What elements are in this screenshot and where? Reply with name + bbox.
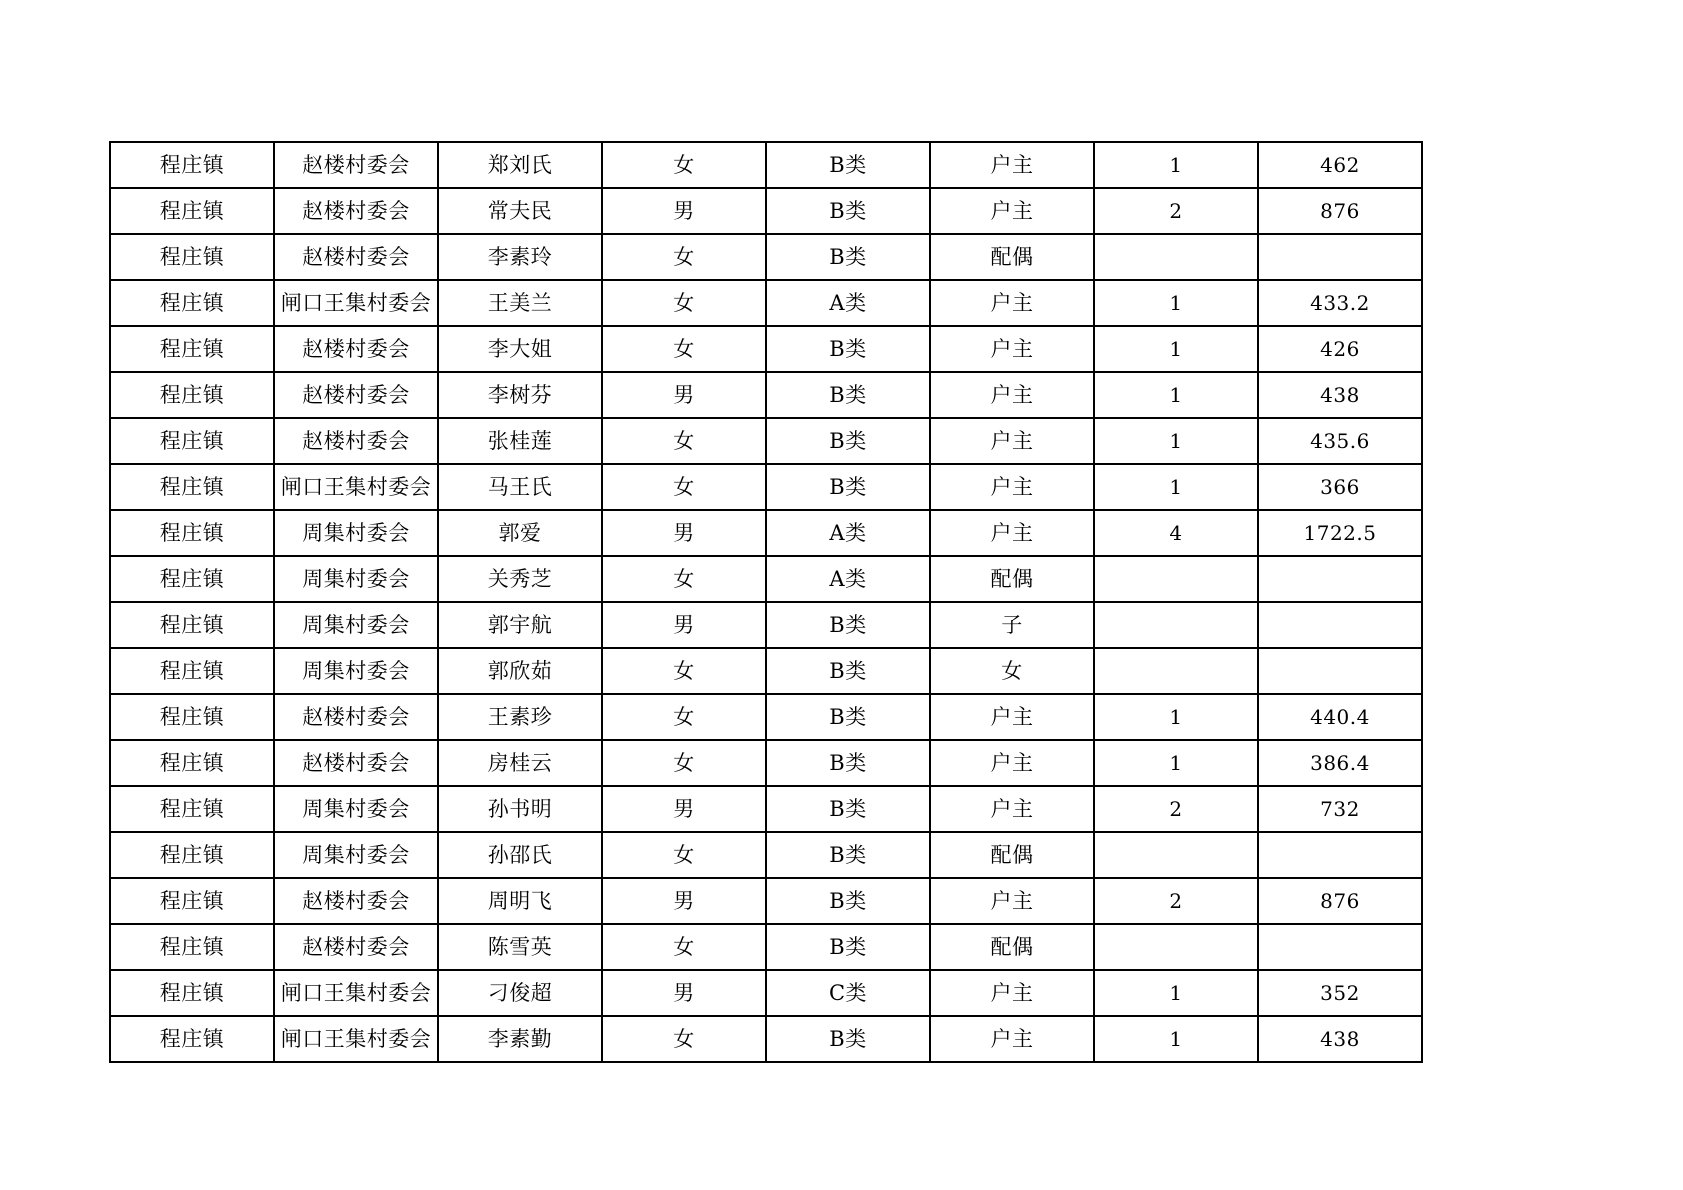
- name-cell: 郭爱: [438, 510, 602, 556]
- town-cell: 程庄镇: [110, 464, 274, 510]
- category-cell: A类: [766, 280, 930, 326]
- amount-cell: [1258, 234, 1422, 280]
- category-cell: B类: [766, 464, 930, 510]
- name-cell: 李大姐: [438, 326, 602, 372]
- name-cell: 陈雪英: [438, 924, 602, 970]
- table-row: [110, 602, 1422, 648]
- relation-cell: 户主: [930, 1016, 1094, 1062]
- name-cell: 郑刘氏: [438, 142, 602, 188]
- town-cell: 程庄镇: [110, 602, 274, 648]
- village-cell: 闸口王集村委会: [274, 464, 438, 510]
- amount-cell: 438: [1258, 372, 1422, 418]
- household-size-cell: [1094, 648, 1258, 694]
- village-cell: 赵楼村委会: [274, 740, 438, 786]
- household-size-cell: 2: [1094, 786, 1258, 832]
- table-row: [110, 326, 1422, 372]
- gender-cell: 男: [602, 878, 766, 924]
- table-row: [110, 924, 1422, 970]
- village-cell: 赵楼村委会: [274, 372, 438, 418]
- gender-cell: 女: [602, 326, 766, 372]
- gender-cell: 女: [602, 418, 766, 464]
- village-cell: 赵楼村委会: [274, 326, 438, 372]
- gender-cell: 女: [602, 832, 766, 878]
- category-cell: B类: [766, 188, 930, 234]
- village-cell: 周集村委会: [274, 786, 438, 832]
- category-cell: B类: [766, 142, 930, 188]
- category-cell: B类: [766, 694, 930, 740]
- household-size-cell: 1: [1094, 740, 1258, 786]
- household-size-cell: 1: [1094, 464, 1258, 510]
- amount-cell: 462: [1258, 142, 1422, 188]
- table-row: [110, 464, 1422, 510]
- town-cell: 程庄镇: [110, 142, 274, 188]
- category-cell: A类: [766, 510, 930, 556]
- amount-cell: 426: [1258, 326, 1422, 372]
- beneficiary-table: [109, 141, 1423, 1063]
- table-row: [110, 648, 1422, 694]
- table-row: [110, 832, 1422, 878]
- table-row: [110, 878, 1422, 924]
- town-cell: 程庄镇: [110, 510, 274, 556]
- gender-cell: 男: [602, 188, 766, 234]
- town-cell: 程庄镇: [110, 326, 274, 372]
- gender-cell: 女: [602, 280, 766, 326]
- amount-cell: 366: [1258, 464, 1422, 510]
- relation-cell: 户主: [930, 970, 1094, 1016]
- household-size-cell: 1: [1094, 372, 1258, 418]
- village-cell: 周集村委会: [274, 602, 438, 648]
- relation-cell: 户主: [930, 280, 1094, 326]
- name-cell: 李素勤: [438, 1016, 602, 1062]
- gender-cell: 男: [602, 510, 766, 556]
- name-cell: 李素玲: [438, 234, 602, 280]
- amount-cell: 433.2: [1258, 280, 1422, 326]
- amount-cell: 438: [1258, 1016, 1422, 1062]
- household-size-cell: [1094, 924, 1258, 970]
- village-cell: 闸口王集村委会: [274, 970, 438, 1016]
- table-row: [110, 234, 1422, 280]
- category-cell: B类: [766, 832, 930, 878]
- relation-cell: 配偶: [930, 556, 1094, 602]
- town-cell: 程庄镇: [110, 648, 274, 694]
- household-size-cell: 1: [1094, 418, 1258, 464]
- name-cell: 周明飞: [438, 878, 602, 924]
- household-size-cell: [1094, 234, 1258, 280]
- town-cell: 程庄镇: [110, 786, 274, 832]
- relation-cell: 子: [930, 602, 1094, 648]
- gender-cell: 女: [602, 1016, 766, 1062]
- category-cell: B类: [766, 878, 930, 924]
- village-cell: 闸口王集村委会: [274, 1016, 438, 1062]
- category-cell: B类: [766, 648, 930, 694]
- amount-cell: 435.6: [1258, 418, 1422, 464]
- amount-cell: 876: [1258, 188, 1422, 234]
- name-cell: 李树芬: [438, 372, 602, 418]
- amount-cell: [1258, 924, 1422, 970]
- village-cell: 赵楼村委会: [274, 234, 438, 280]
- category-cell: C类: [766, 970, 930, 1016]
- amount-cell: [1258, 832, 1422, 878]
- gender-cell: 男: [602, 602, 766, 648]
- village-cell: 赵楼村委会: [274, 188, 438, 234]
- relation-cell: 户主: [930, 418, 1094, 464]
- name-cell: 房桂云: [438, 740, 602, 786]
- village-cell: 赵楼村委会: [274, 924, 438, 970]
- table-row: [110, 418, 1422, 464]
- village-cell: 周集村委会: [274, 556, 438, 602]
- gender-cell: 男: [602, 372, 766, 418]
- category-cell: B类: [766, 418, 930, 464]
- town-cell: 程庄镇: [110, 372, 274, 418]
- gender-cell: 男: [602, 970, 766, 1016]
- name-cell: 刁俊超: [438, 970, 602, 1016]
- village-cell: 周集村委会: [274, 832, 438, 878]
- amount-cell: 1722.5: [1258, 510, 1422, 556]
- table-row: [110, 694, 1422, 740]
- table-row: [110, 188, 1422, 234]
- household-size-cell: [1094, 602, 1258, 648]
- name-cell: 王素珍: [438, 694, 602, 740]
- category-cell: B类: [766, 740, 930, 786]
- table-row: [110, 556, 1422, 602]
- village-cell: 赵楼村委会: [274, 694, 438, 740]
- relation-cell: 户主: [930, 694, 1094, 740]
- village-cell: 赵楼村委会: [274, 418, 438, 464]
- table-row: [110, 142, 1422, 188]
- relation-cell: 配偶: [930, 924, 1094, 970]
- town-cell: 程庄镇: [110, 418, 274, 464]
- household-size-cell: [1094, 832, 1258, 878]
- town-cell: 程庄镇: [110, 234, 274, 280]
- relation-cell: 配偶: [930, 832, 1094, 878]
- town-cell: 程庄镇: [110, 188, 274, 234]
- gender-cell: 女: [602, 648, 766, 694]
- household-size-cell: 1: [1094, 142, 1258, 188]
- gender-cell: 女: [602, 694, 766, 740]
- name-cell: 孙邵氏: [438, 832, 602, 878]
- relation-cell: 户主: [930, 510, 1094, 556]
- household-size-cell: 2: [1094, 878, 1258, 924]
- amount-cell: [1258, 648, 1422, 694]
- household-size-cell: 1: [1094, 1016, 1258, 1062]
- gender-cell: 女: [602, 464, 766, 510]
- village-cell: 周集村委会: [274, 510, 438, 556]
- relation-cell: 户主: [930, 786, 1094, 832]
- household-size-cell: 1: [1094, 326, 1258, 372]
- amount-cell: 440.4: [1258, 694, 1422, 740]
- gender-cell: 女: [602, 740, 766, 786]
- town-cell: 程庄镇: [110, 924, 274, 970]
- category-cell: B类: [766, 786, 930, 832]
- table-row: [110, 372, 1422, 418]
- relation-cell: 女: [930, 648, 1094, 694]
- amount-cell: 876: [1258, 878, 1422, 924]
- category-cell: B类: [766, 1016, 930, 1062]
- gender-cell: 女: [602, 556, 766, 602]
- name-cell: 郭欣茹: [438, 648, 602, 694]
- relation-cell: 户主: [930, 372, 1094, 418]
- category-cell: B类: [766, 234, 930, 280]
- household-size-cell: 1: [1094, 280, 1258, 326]
- gender-cell: 女: [602, 924, 766, 970]
- relation-cell: 户主: [930, 142, 1094, 188]
- category-cell: B类: [766, 602, 930, 648]
- village-cell: 赵楼村委会: [274, 142, 438, 188]
- table-body: [110, 142, 1422, 1062]
- name-cell: 马王氏: [438, 464, 602, 510]
- relation-cell: 户主: [930, 326, 1094, 372]
- name-cell: 郭宇航: [438, 602, 602, 648]
- town-cell: 程庄镇: [110, 740, 274, 786]
- amount-cell: [1258, 602, 1422, 648]
- category-cell: A类: [766, 556, 930, 602]
- category-cell: B类: [766, 924, 930, 970]
- table-row: [110, 510, 1422, 556]
- table-row: [110, 786, 1422, 832]
- category-cell: B类: [766, 326, 930, 372]
- name-cell: 张桂莲: [438, 418, 602, 464]
- town-cell: 程庄镇: [110, 878, 274, 924]
- relation-cell: 户主: [930, 188, 1094, 234]
- table-row: [110, 970, 1422, 1016]
- amount-cell: 386.4: [1258, 740, 1422, 786]
- relation-cell: 配偶: [930, 234, 1094, 280]
- household-size-cell: 1: [1094, 694, 1258, 740]
- town-cell: 程庄镇: [110, 970, 274, 1016]
- household-size-cell: 1: [1094, 970, 1258, 1016]
- household-size-cell: 4: [1094, 510, 1258, 556]
- amount-cell: [1258, 556, 1422, 602]
- table-row: [110, 280, 1422, 326]
- village-cell: 闸口王集村委会: [274, 280, 438, 326]
- amount-cell: 732: [1258, 786, 1422, 832]
- gender-cell: 女: [602, 234, 766, 280]
- category-cell: B类: [766, 372, 930, 418]
- town-cell: 程庄镇: [110, 694, 274, 740]
- town-cell: 程庄镇: [110, 556, 274, 602]
- name-cell: 关秀芝: [438, 556, 602, 602]
- relation-cell: 户主: [930, 740, 1094, 786]
- town-cell: 程庄镇: [110, 1016, 274, 1062]
- village-cell: 赵楼村委会: [274, 878, 438, 924]
- village-cell: 周集村委会: [274, 648, 438, 694]
- household-size-cell: 2: [1094, 188, 1258, 234]
- name-cell: 王美兰: [438, 280, 602, 326]
- town-cell: 程庄镇: [110, 280, 274, 326]
- relation-cell: 户主: [930, 878, 1094, 924]
- gender-cell: 女: [602, 142, 766, 188]
- name-cell: 孙书明: [438, 786, 602, 832]
- town-cell: 程庄镇: [110, 832, 274, 878]
- amount-cell: 352: [1258, 970, 1422, 1016]
- gender-cell: 男: [602, 786, 766, 832]
- table-row: [110, 1016, 1422, 1062]
- name-cell: 常夫民: [438, 188, 602, 234]
- household-size-cell: [1094, 556, 1258, 602]
- relation-cell: 户主: [930, 464, 1094, 510]
- table-row: [110, 740, 1422, 786]
